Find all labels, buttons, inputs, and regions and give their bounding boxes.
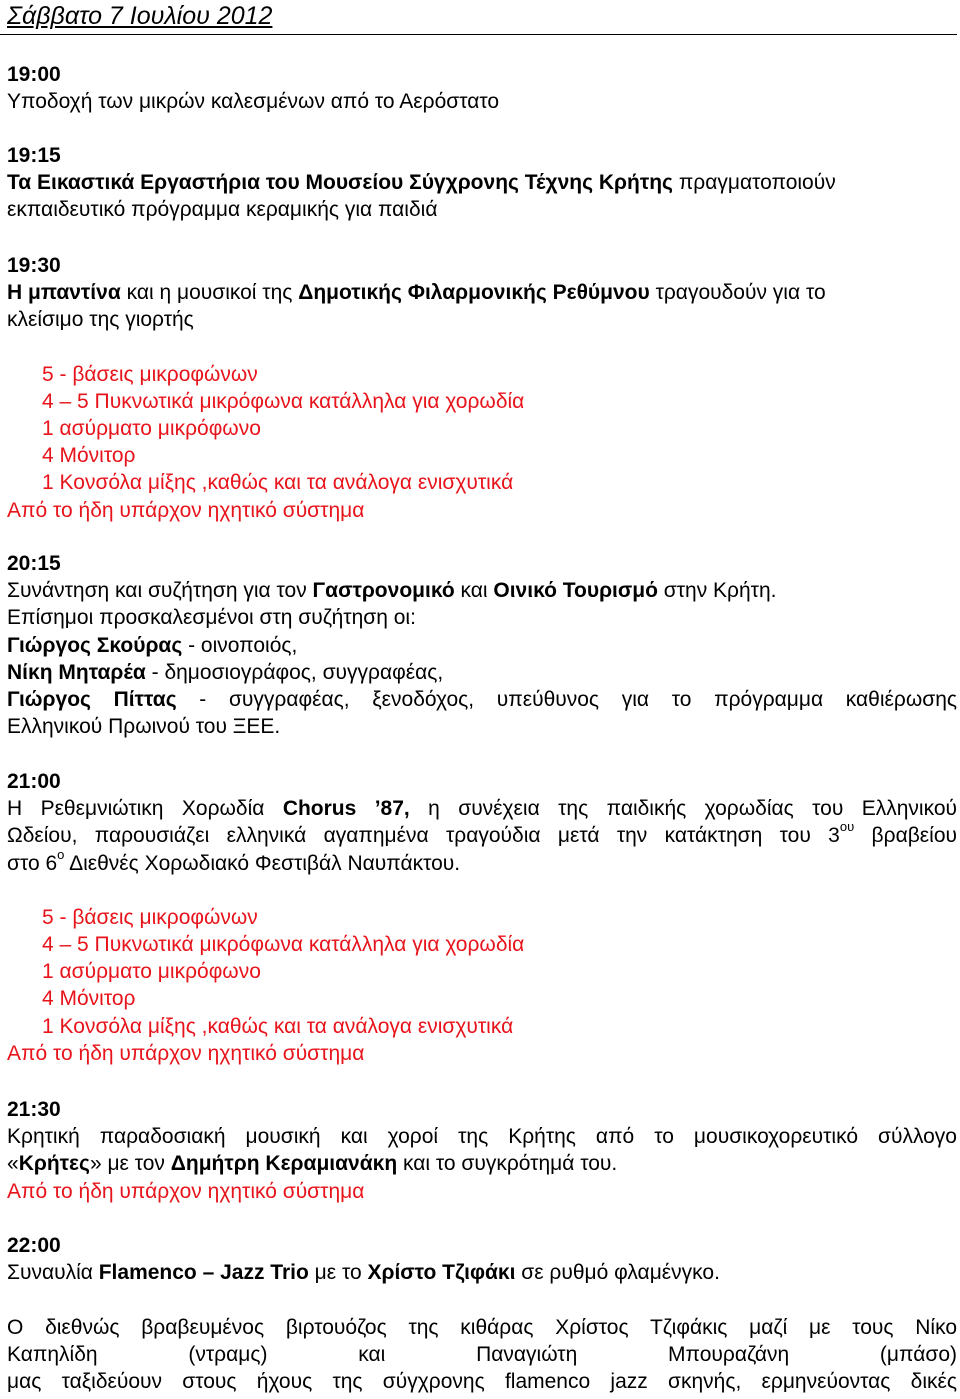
event-text-part: στο 6	[7, 851, 58, 875]
event-text-part: τραγουδούν για το	[649, 281, 826, 305]
ordinal-suffix: ου	[839, 819, 855, 835]
event-text-part: βραβείου	[854, 824, 957, 848]
tech-item: 4 – 5 Πυκνωτικά μικρόφωνα κατάλληλα για χορωδία	[42, 933, 525, 957]
tech-item: 4 – 5 Πυκνωτικά μικρόφωνα κατάλληλα για χορωδία	[42, 389, 525, 413]
topic: Οινικό Τουρισμό	[493, 579, 658, 603]
guest-role: - δημοσιογράφος, συγγραφέας,	[145, 660, 444, 684]
event-text-line2	[7, 1150, 957, 1177]
event-text-part: με τον	[101, 1152, 171, 1176]
description-paragraph	[7, 1314, 957, 1396]
event-time: 19:00	[7, 63, 61, 86]
ordinal-suffix: ο	[57, 846, 65, 862]
event-2130	[7, 1096, 957, 1205]
event-1930	[7, 252, 957, 524]
event-text-line2: εκπαιδευτικό πρόγραμμα κεραμικής για παιδιά	[7, 198, 438, 222]
event-text-part: Η Ρεθεμνιώτικη Χορωδία	[7, 797, 283, 821]
guest-name: Γιώργος Σκούρας	[7, 633, 183, 657]
performer-name: Κρήτες	[18, 1152, 90, 1176]
guest-role: - οινοποιός,	[182, 633, 298, 657]
event-text-part: και το συγκρότημά του.	[397, 1152, 618, 1176]
event-text	[7, 1259, 957, 1286]
event-1900	[7, 61, 957, 115]
event-text: Υποδοχή των μικρών καλεσμένων από το Αερόστατο	[7, 90, 500, 114]
event-2200	[7, 1232, 957, 1286]
guests-intro: Επίσημοι προσκαλεσμένοι στη συζήτηση οι:	[7, 606, 416, 630]
tech-note: Από το ήδη υπάρχον ηχητικό σύστημα	[7, 1179, 365, 1203]
document-header	[0, 0, 957, 35]
event-time: 22:00	[7, 1234, 61, 1257]
paragraph-line: Καπηλίδη (ντραμς) και Παναγιώτη Μπουραζάνη (μπάσο)	[7, 1343, 957, 1367]
spacer	[7, 334, 957, 361]
event-text-part: με το	[308, 1261, 368, 1285]
tech-item: 1 ασύρματο μικρόφωνο	[42, 417, 261, 441]
tech-item: 1 Κονσόλα μίξης ,καθώς και τα ανάλογα ενισχυτικά	[42, 1014, 514, 1038]
event-text-part: και η μουσικοί της	[120, 281, 299, 305]
guest-role: - συγγραφέας, ξενοδόχος, υπεύθυνος για το πρόγραμμα καθιέρωσης	[176, 688, 957, 712]
performer-name: Δημοτικής Φιλαρμονικής Ρεθύμνου	[298, 281, 650, 305]
event-text-line2: κλείσιμο της γιορτής	[7, 308, 194, 332]
quote-mark: »	[89, 1152, 102, 1176]
guest	[7, 632, 957, 659]
event-text-part: σε ρυθμό φλαμένγκο.	[515, 1261, 720, 1285]
event-text	[7, 577, 957, 604]
event-text-part: και	[454, 579, 494, 603]
event-time: 19:15	[7, 144, 61, 167]
guest-name: Γιώργος Πίττας	[7, 688, 177, 712]
event-2100	[7, 768, 957, 1067]
event-time: 20:15	[7, 552, 61, 575]
paragraph-line: μας ταξιδεύουν στους ήχους της σύγχρονης flamenco jazz σκηνής, ερμηνεύοντας δικές	[7, 1370, 957, 1394]
event-time: 21:30	[7, 1098, 61, 1121]
topic: Γαστρονομικό	[312, 579, 455, 603]
tech-item: 5 - βάσεις μικροφώνων	[42, 362, 258, 386]
event-text-line3	[7, 846, 957, 877]
document-page	[7, 0, 957, 1394]
performer-name: Η μπαντίνα	[7, 281, 121, 305]
event-text-rest: πραγματοποιούν	[672, 171, 836, 195]
tech-item: 1 Κονσόλα μίξης ,καθώς και τα ανάλογα ενισχυτικά	[42, 471, 514, 495]
tech-note: Από το ήδη υπάρχον ηχητικό σύστημα	[7, 498, 365, 522]
quote-mark: «	[7, 1152, 19, 1176]
page-title: Σάββατο 7 Ιουλίου 2012	[7, 2, 273, 30]
guest	[7, 659, 957, 686]
guest-name: Νίκη Μηταρέα	[7, 660, 146, 684]
event-text-part: Διεθνές Χορωδιακό Φεστιβάλ Ναυπάκτου.	[64, 851, 461, 875]
performer-name: Χρίστο Τζιφάκι	[367, 1261, 516, 1285]
event-text-part: η συνέχεια της παιδικής χορωδίας του Ελληνικού	[409, 797, 957, 821]
tech-item: 1 ασύρματο μικρόφωνο	[42, 960, 261, 984]
tech-item: 4 Μόνιτορ	[42, 987, 136, 1011]
event-text-part: στην Κρήτη.	[657, 579, 777, 603]
guest	[7, 686, 957, 713]
paragraph-line: Ο διεθνώς βραβευμένος βιρτουόζος της κιθάρας Χρίστος Τζιφάκις μαζί με τους Νίκο	[7, 1316, 957, 1339]
event-text	[7, 279, 957, 306]
event-text-part: Συναυλία	[7, 1261, 99, 1285]
event-text-line2	[7, 819, 957, 849]
tech-item: 5 - βάσεις μικροφώνων	[42, 905, 258, 929]
performer-name: Chorus ’87,	[282, 797, 410, 821]
event-time: 21:00	[7, 770, 61, 793]
event-1915	[7, 142, 957, 224]
event-organizer: Τα Εικαστικά Εργαστήρια του Μουσείου Σύγχρονης Τέχνης Κρήτης	[7, 171, 673, 195]
tech-item: 4 Μόνιτορ	[42, 444, 136, 468]
guest-role-line2: Ελληνικού Πρωινού του ΞΕΕ.	[7, 715, 281, 739]
event-text: Κρητική παραδοσιακή μουσική και χοροί της Κρήτης από το μουσικοχορευτικό σύλλογο	[7, 1125, 957, 1149]
performer-name: Δημήτρη Κεραμιανάκη	[170, 1152, 398, 1176]
event-text-part: Συνάντηση και συζήτηση για τον	[7, 579, 313, 603]
event-text-part: Ωδείου, παρουσιάζει ελληνικά αγαπημένα τραγούδια μετά την κατάκτηση του 3	[7, 824, 840, 848]
event-text	[7, 169, 957, 196]
event-time: 19:30	[7, 254, 61, 277]
event-text	[7, 795, 957, 822]
spacer	[7, 877, 957, 904]
tech-note: Από το ήδη υπάρχον ηχητικό σύστημα	[7, 1041, 365, 1065]
performer-name: Flamenco – Jazz Trio	[98, 1261, 309, 1285]
event-2015	[7, 550, 957, 740]
